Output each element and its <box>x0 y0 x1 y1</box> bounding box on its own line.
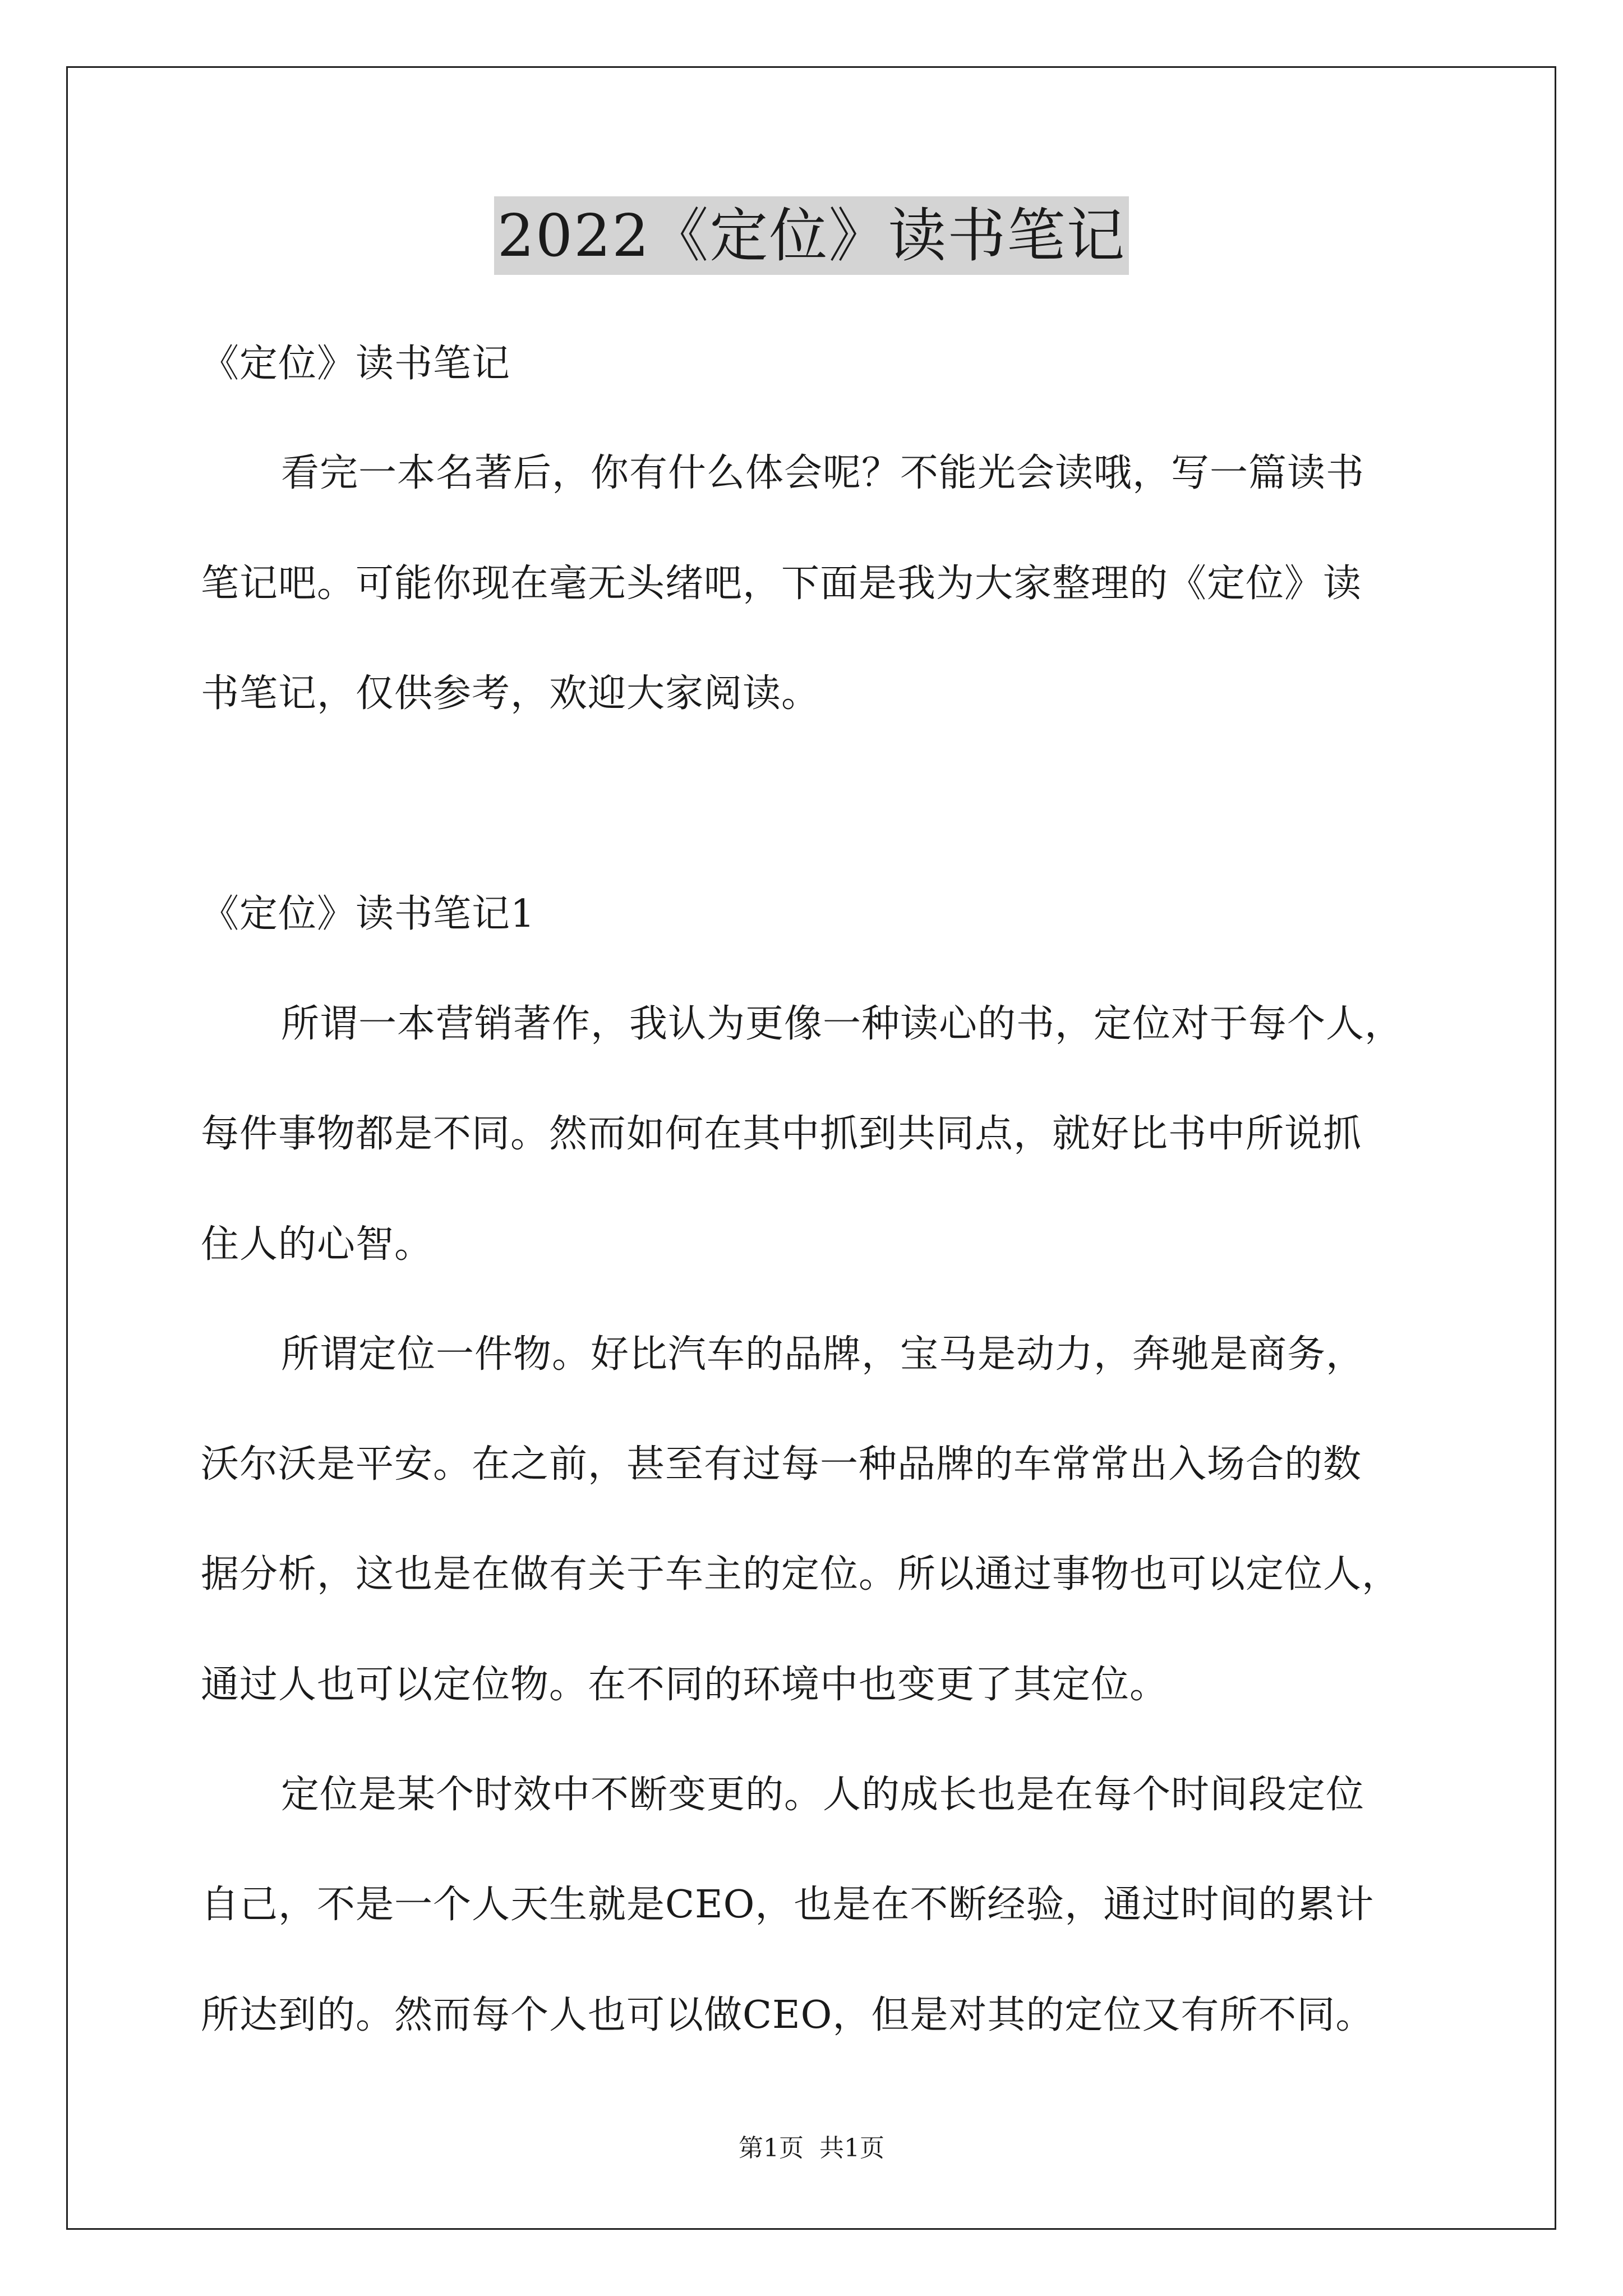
page-number: 第1页 <box>739 2134 804 2162</box>
title-container <box>0 196 1623 275</box>
paragraph-line: 定位是某个时效中不断变更的。人的成长也是在每个时间段定位 <box>281 1773 1365 1817</box>
paragraph-line: 所谓一本营销著作，我认为更像一种读心的书，定位对于每个人， <box>281 1002 1404 1046</box>
document-title: 2022《定位》读书笔记 <box>494 196 1129 275</box>
section-heading: 《定位》读书笔记 <box>201 342 511 386</box>
paragraph-line: 所达到的。然而每个人也可以做CEO，但是对其的定位又有所不同。 <box>201 1993 1375 2037</box>
paragraph-line: 通过人也可以定位物。在不同的环境中也变更了其定位。 <box>201 1663 1169 1707</box>
paragraph-line: 据分析，这也是在做有关于车主的定位。所以通过事物也可以定位人， <box>201 1552 1401 1596</box>
paragraph-line: 住人的心智。 <box>201 1222 434 1267</box>
section-heading: 《定位》读书笔记1 <box>201 892 536 936</box>
paragraph-line: 沃尔沃是平安。在之前，甚至有过每一种品牌的车常常出入场合的数 <box>201 1442 1362 1487</box>
paragraph-line: 笔记吧。可能你现在毫无头绪吧，下面是我为大家整理的《定位》读 <box>201 562 1362 606</box>
page-footer <box>0 2132 1623 2165</box>
paragraph-line: 书笔记，仅供参考，欢迎大家阅读。 <box>201 671 820 716</box>
page-total: 共1页 <box>819 2134 884 2162</box>
paragraph-line: 看完一本名著后，你有什么体会呢？不能光会读哦，写一篇读书 <box>281 451 1365 495</box>
paragraph-line: 所谓定位一件物。好比汽车的品牌，宝马是动力，奔驰是商务， <box>281 1332 1365 1377</box>
paragraph-line: 每件事物都是不同。然而如何在其中抓到共同点，就好比书中所说抓 <box>201 1112 1362 1156</box>
paragraph-line: 自己，不是一个人天生就是CEO，也是在不断经验，通过时间的累计 <box>201 1883 1375 1927</box>
